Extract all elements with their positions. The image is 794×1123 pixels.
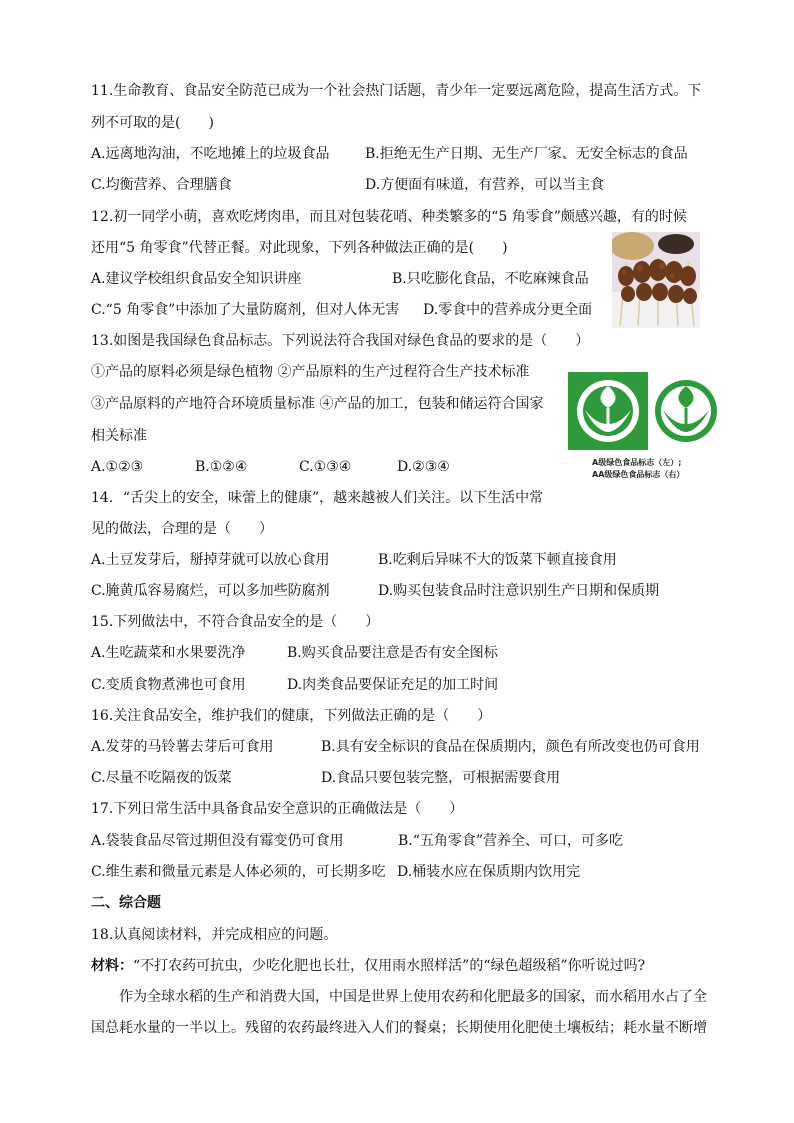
q15-option-b: B.购买食品要注意是否有安全图标 (287, 645, 498, 661)
q14-option-b: B.吃剩后异味不大的饭菜下顿直接食用 (378, 552, 617, 568)
green-food-logo-aa (652, 372, 720, 450)
q13-option-a: A.①②③ (91, 459, 144, 475)
material-label: 材料： (91, 958, 133, 974)
q12-stem-line1: 12.初一同学小萌，喜欢吃烤肉串，而且对包装花哨、种类繁多的“5 角零食”颇感兴趣，有的时候 (91, 209, 687, 225)
q16-stem: 16.关注食品安全，维护我们的健康，下列做法正确的是（ ） (91, 708, 492, 724)
material-text: “不打农药可抗虫，少吃化肥也长壮，仅用雨水照样活”的“绿色超级稻”你听说过吗? (133, 958, 646, 974)
q15-option-c: C.变质食物煮沸也可食用 (91, 677, 246, 693)
q17-option-b: B.“五角零食”营养全、可口，可多吃 (398, 833, 624, 849)
q12-option-a: A.建议学校组织食品安全知识讲座 (91, 271, 302, 287)
q17-option-a: A.袋装食品尽管过期但没有霉变仍可食用 (91, 833, 344, 849)
green-food-logo-a (568, 372, 648, 450)
q16-option-d: D.食品只要包装完整，可根据需要食用 (321, 770, 561, 786)
q13-stem-line4: 相关标准 (91, 428, 147, 444)
q13-stem-line2: ①产品的原料必须是绿色植物 ②产品原料的生产过程符合生产技术标准 (91, 364, 530, 380)
q14-option-c: C.腌黄瓜容易腐烂，可以多加些防腐剂 (91, 583, 330, 599)
q13-option-b: B.①②④ (195, 459, 248, 475)
q11-option-a: A.远离地沟油，不吃地摊上的垃圾食品 (91, 146, 330, 162)
q12-stem-line2: 还用“5 角零食”代替正餐。对此现象，下列各种做法正确的是( ) (91, 240, 508, 256)
q14-stem-line2: 见的做法，合理的是（ ） (91, 521, 273, 537)
logo-caption-line1: A级绿色食品标志（左）; (592, 458, 682, 467)
q14-option-d: D.购买包装食品时注意识别生产日期和保质期 (378, 583, 660, 599)
q11-option-b: B.拒绝无生产日期、无生产厂家、无安全标志的食品 (365, 146, 688, 162)
q13-stem-line1: 13.如图是我国绿色食品标志。下列说法符合我国对绿色食品的要求的是（ ） (91, 333, 590, 349)
q18-stem: 18.认真阅读材料，并完成相应的问题。 (91, 927, 338, 943)
q11-stem-line1: 11.生命教育、食品安全防范已成为一个社会热门话题，青少年一定要远离危险，提高生活方式。下 (91, 83, 702, 99)
q11-option-d: D.方便面有味道，有营养，可以当主食 (365, 177, 605, 193)
q17-option-d: D.桶装水应在保质期内饮用完 (397, 864, 581, 880)
q16-option-b: B.具有安全标识的食品在保质期内，颜色有所改变也仍可食用 (321, 739, 700, 755)
q11-stem-line2: 列不可取的是( ) (91, 115, 214, 131)
q15-option-d: D.肉类食品要保证充足的加工时间 (287, 677, 499, 693)
q12-option-d: D.零食中的营养成分更全面 (423, 302, 593, 318)
q18-paragraph-line2: 国总耗水量的一半以上。残留的农药最终进入人们的餐桌；长期使用化肥使土壤板结；耗水量不断增 (91, 1020, 707, 1036)
q12-option-c: C.“5 角零食”中添加了大量防腐剂，但对人体无害 (91, 302, 400, 318)
q13-stem-line3: ③产品原料的产地符合环境质量标准 ④产品的加工，包装和储运符合国家 (91, 396, 544, 412)
kebab-photo (612, 232, 700, 328)
q13-option-d: D.②③④ (397, 459, 450, 475)
q14-option-a: A.土豆发芽后，掰掉芽就可以放心食用 (91, 552, 330, 568)
q11-option-c: C.均衡营养、合理膳食 (91, 177, 232, 193)
q15-option-a: A.生吃蔬菜和水果要洗净 (91, 645, 246, 661)
logo-caption-line2: AA级绿色食品标志（右） (592, 470, 685, 479)
q18-paragraph-line1: 作为全球水稻的生产和消费大国，中国是世界上使用农药和化肥最多的国家，而水稻用水占了全 (119, 989, 707, 1005)
q17-option-c: C.维生素和微量元素是人体必须的，可长期多吃 (91, 864, 386, 880)
q12-option-b: B.只吃膨化食品，不吃麻辣食品 (392, 271, 589, 287)
q16-option-c: C.尽量不吃隔夜的饭菜 (91, 770, 232, 786)
section-title: 二、综合题 (91, 895, 161, 911)
q16-option-a: A.发芽的马铃薯去芽后可食用 (91, 739, 274, 755)
q17-stem: 17.下列日常生活中具备食品安全意识的正确做法是（ ） (91, 801, 464, 817)
q13-option-c: C.①③④ (299, 459, 352, 475)
q18-material (91, 956, 645, 976)
q15-stem: 15.下列做法中，不符合食品安全的是（ ） (91, 614, 380, 630)
q14-stem-line1: 14．“舌尖上的安全，味蕾上的健康”，越来越被人们关注。以下生活中常 (91, 490, 544, 506)
